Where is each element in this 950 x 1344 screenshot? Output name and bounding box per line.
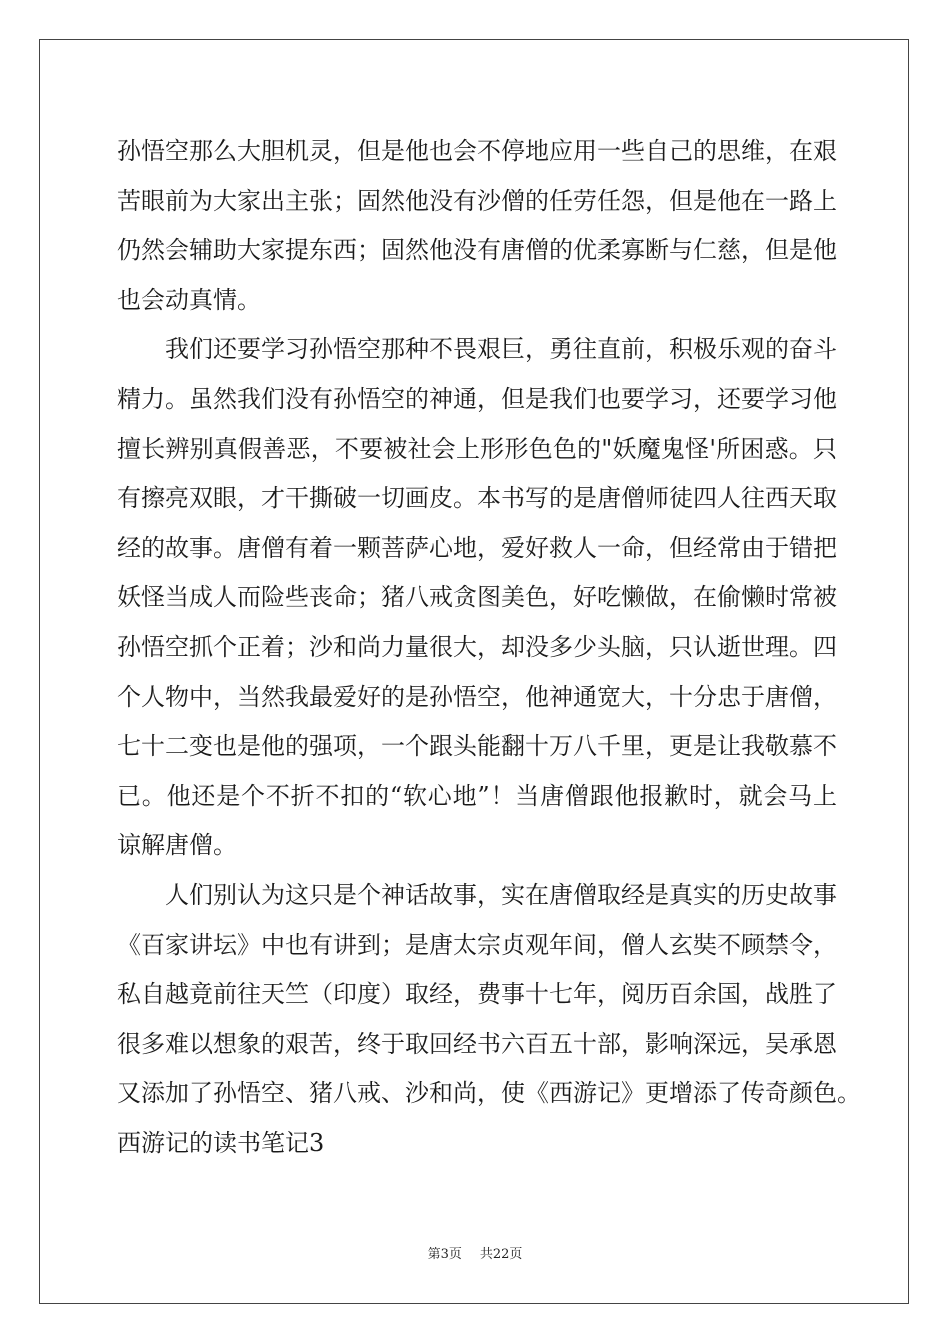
- text-line: 精力。虽然我们没有孙悟空的神通，但是我们也要学习，还要学习他: [117, 384, 837, 413]
- text-line: 私自越竟前往天竺（印度）取经，费事十七年，阅历百余国，战胜了: [117, 980, 837, 1009]
- page-total: 共22页: [479, 1247, 523, 1262]
- text-line: 《百家讲坛》中也有讲到；是唐太宗贞观年间，僧人玄奘不顾禁令，: [117, 930, 837, 959]
- paragraph-first-line: 人们别认为这只是个神话故事，实在唐僧取经是真实的历史故事: [165, 880, 837, 909]
- text-line: 妖怪当成人而险些丧命；猪八戒贪图美色，好吃懒做，在偷懒时常被: [117, 583, 837, 612]
- page-footer: [0, 1243, 950, 1262]
- text-line: 有擦亮双眼，才干撕破一切画皮。本书写的是唐僧师徒四人往西天取: [117, 484, 837, 513]
- text-line: 擅长辨别真假善恶，不要被社会上形形色色的"妖魔鬼怪'所困惑。只: [117, 434, 837, 463]
- text-line: 苦眼前为大家出主张；固然他没有沙僧的任劳任怨，但是他在一路上: [117, 186, 837, 215]
- text-line: 已。他还是个不折不扣的“软心地”！当唐僧跟他报歉时，就会马上: [117, 781, 837, 810]
- text-line: 也会动真情。: [117, 285, 261, 314]
- text-line: 很多难以想象的艰苦，终于取回经书六百五十部，影响深远，吴承恩: [117, 1029, 837, 1058]
- page-number: 第3页: [427, 1247, 462, 1262]
- paragraph-first-line: 我们还要学习孙悟空那种不畏艰巨，勇往直前，积极乐观的奋斗: [165, 335, 837, 364]
- text-line: 经的故事。唐僧有着一颗菩萨心地，爱好救人一命，但经常由于错把: [117, 533, 837, 562]
- text-line: 谅解唐僧。: [117, 831, 237, 860]
- text-line: 孙悟空抓个正着；沙和尚力量很大，却没多少头脑，只认逝世理。四: [117, 632, 837, 661]
- text-line: 孙悟空那么大胆机灵，但是他也会不停地应用一些自己的思维，在艰: [117, 137, 837, 165]
- text-line: 个人物中，当然我最爱好的是孙悟空，他神通宽大，十分忠于唐僧，: [117, 682, 837, 711]
- text-line: 仍然会辅助大家提东西；固然他没有唐僧的优柔寡断与仁慈，但是他: [117, 236, 837, 265]
- text-line: 又添加了孙悟空、猪八戒、沙和尚，使《西游记》更增添了传奇颜色。: [117, 1079, 861, 1108]
- document-body: [117, 127, 861, 1168]
- section-heading: 西游记的读书笔记3: [117, 1128, 325, 1157]
- text-line: 七十二变也是他的强项，一个跟头能翻十万八千里，更是让我敬慕不: [117, 732, 837, 761]
